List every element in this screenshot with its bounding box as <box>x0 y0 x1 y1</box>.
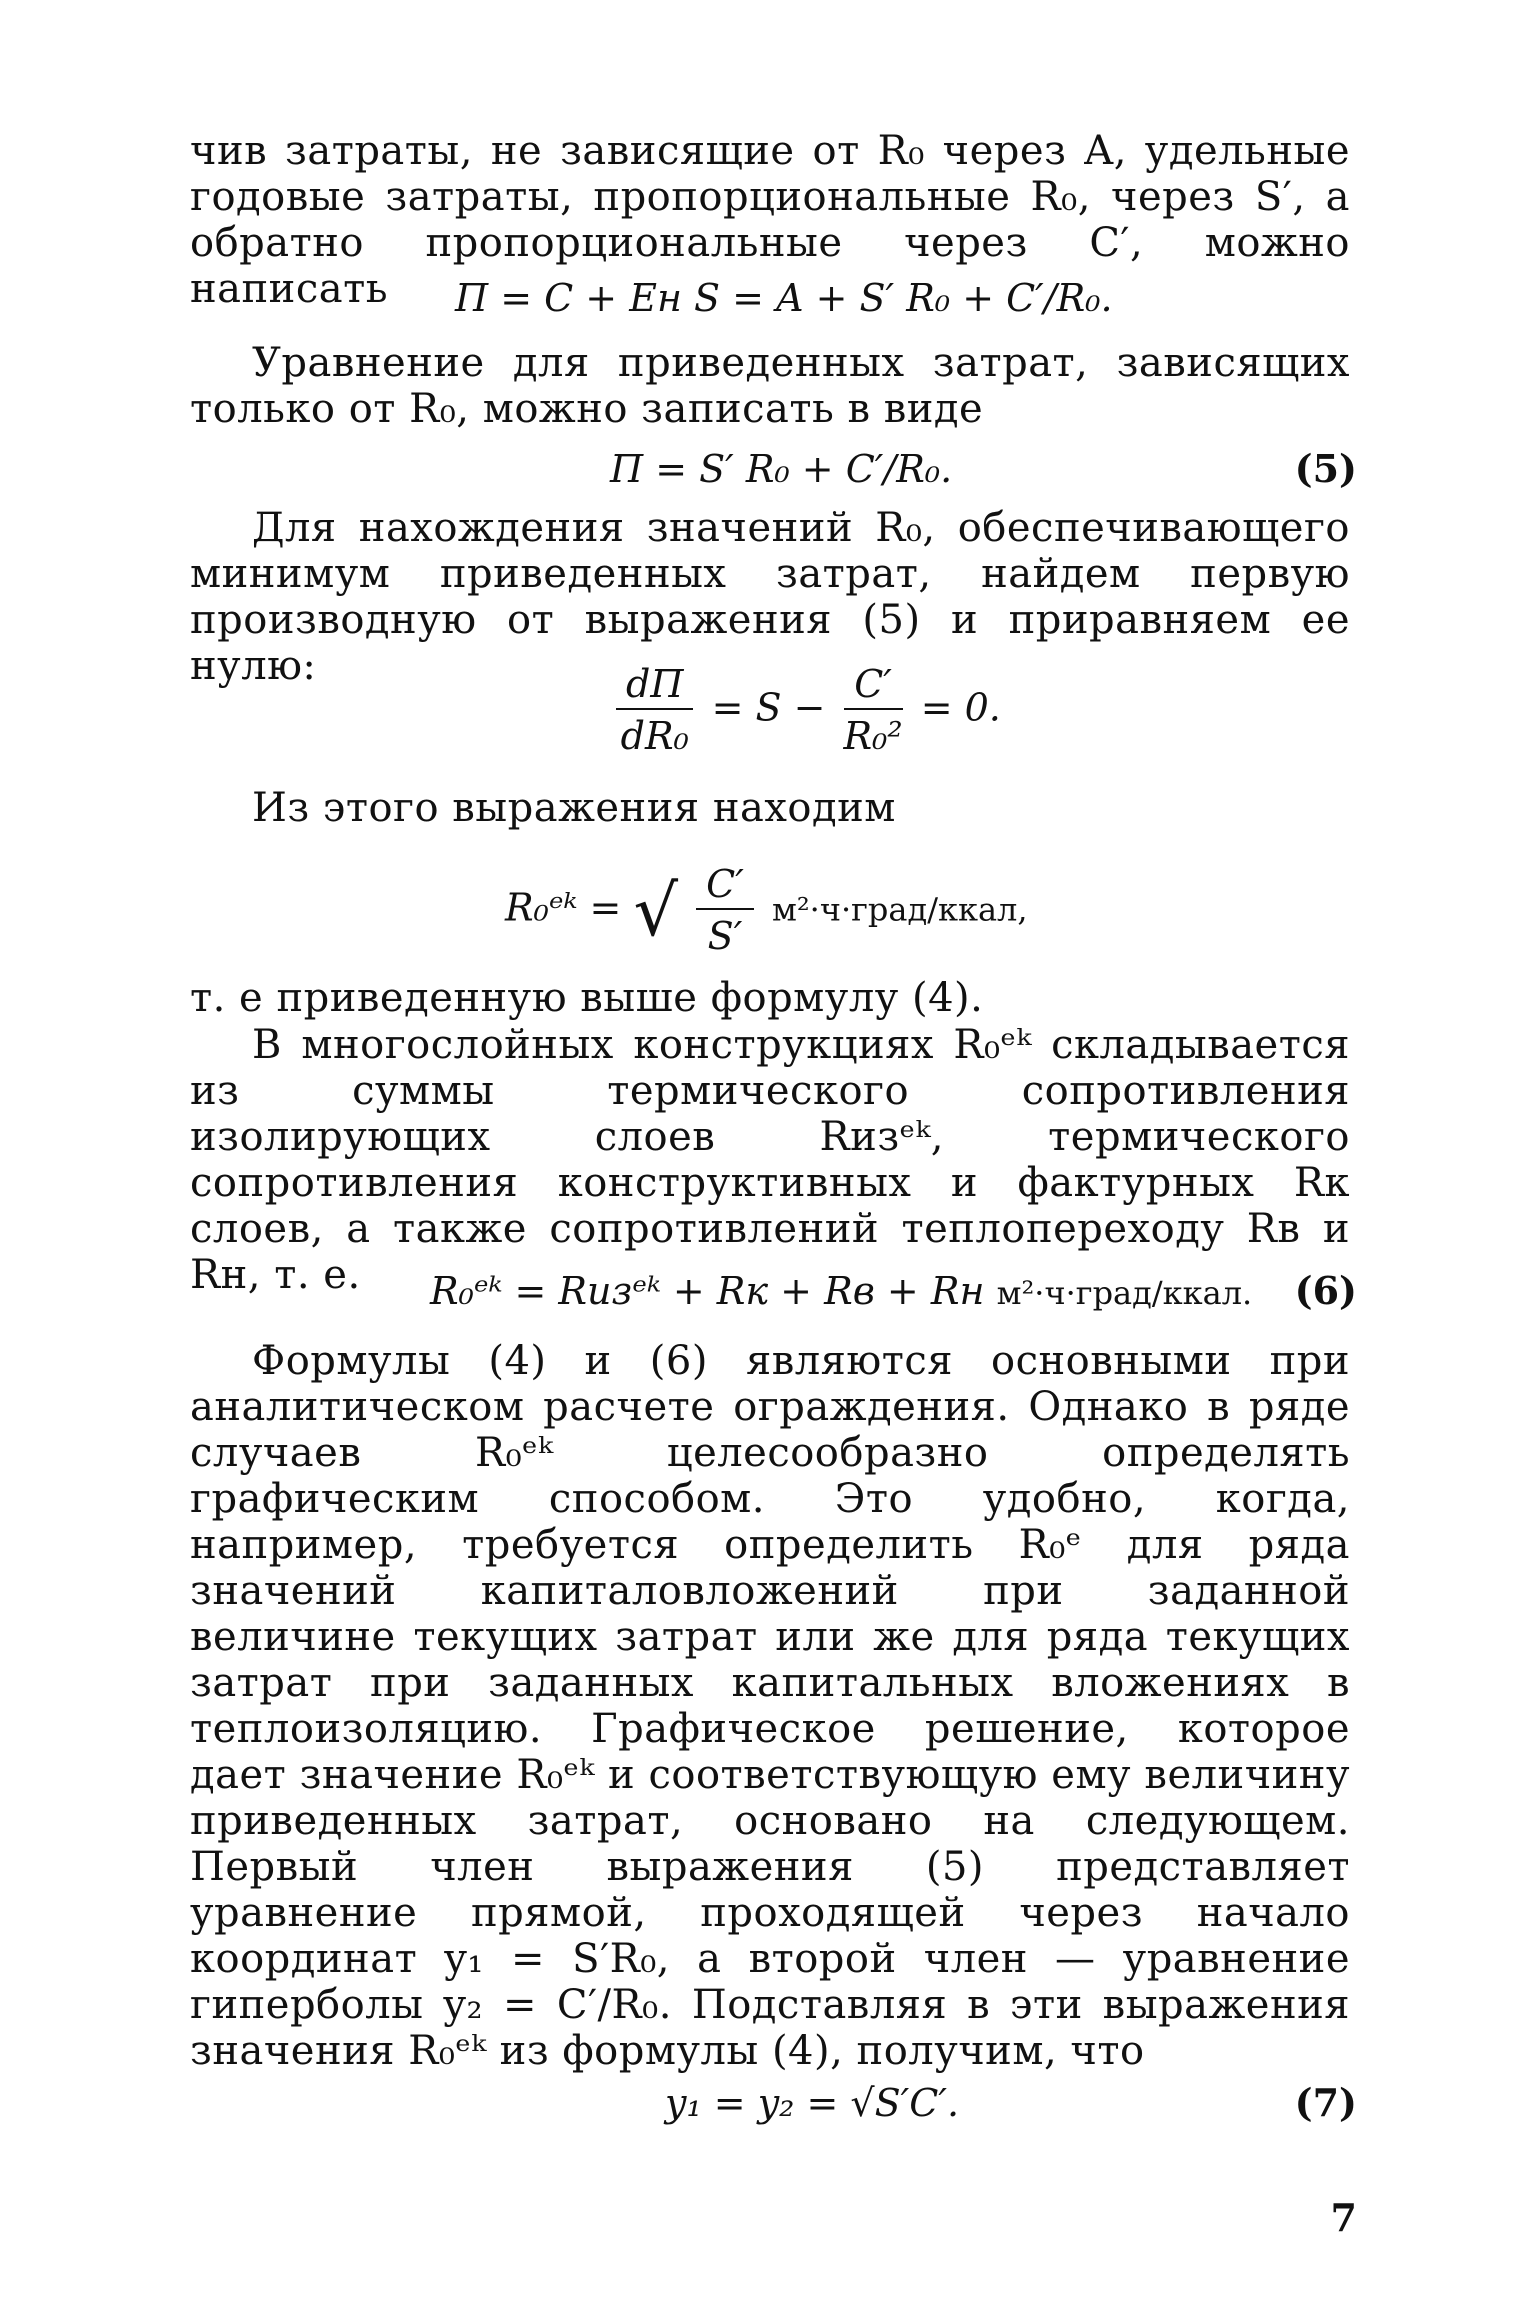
page-number: 7 <box>1330 2195 1357 2240</box>
equation-solution <box>505 860 1028 962</box>
equation-6 <box>430 1268 1252 1316</box>
square-root-icon: √ <box>633 870 679 952</box>
paragraph-7: Формулы (4) и (6) являются основными при аналитическом расчете ограждения. Однако в ряде случаев R₀ᵉᵏ целесообразно определять графическим способом. Это удобно, когда, например, требуется определить R₀ᵉ для ряда значений капиталовложений при заданной величине текущих затрат или же для ряда текущих затрат при заданных капитальных вложениях в теплоизоляцию. Графическое решение, которое дает значение R₀ᵉᵏ и соответствующую ему величину приведенных затрат, основано на следующем. Первый член выражения (5) представляет уравнение прямой, проходящей через начало координат y₁ = S′R₀, а второй член — уравнение гиперболы y₂ = C′/R₀. Подставляя в эти выражения значения R₀ᵉᵏ из формулы (4), получим, что <box>190 1338 1350 2074</box>
equation-5-number: (5) <box>1294 446 1357 491</box>
derivative-lhs-numerator: dП <box>616 660 693 710</box>
derivative-end: = 0. <box>920 685 1001 730</box>
paragraph-6: В многослойных конструкциях R₀ᵉᵏ складывается из суммы термического сопротивления изолирующих слоев Rизᵉᵏ, термического сопротивления конструктивных и фактурных Rк слоев, а также сопротивлений теплопереходу Rв и Rн, т. е. <box>190 1022 1350 1298</box>
solution-lhs: R₀ᵉᵏ = <box>505 885 622 930</box>
equation-7-number: (7) <box>1294 2080 1357 2125</box>
derivative-lhs-denominator: dR₀ <box>620 714 689 758</box>
equation-5: П = S′ R₀ + C′/R₀. <box>610 447 953 491</box>
derivative-lhs-fraction <box>616 660 693 762</box>
paragraph-1: чив затраты, не зависящие от R₀ через A, удельные годовые затраты, пропорциональные R₀, через S′, а обратно пропорциональные через C′, можно написать <box>190 128 1350 312</box>
derivative-rhs-denominator: R₀² <box>843 714 903 758</box>
equation-derivative <box>610 660 1001 762</box>
derivative-rhs-numerator: C′ <box>844 660 903 710</box>
equation-6-number: (6) <box>1294 1268 1357 1313</box>
paragraph-3: Для нахождения значений R₀, обеспечивающего минимум приведенных затрат, найдем первую производную от выражения (5) и приравняем ее нулю: <box>190 505 1350 689</box>
paragraph-4: Из этого выражения находим <box>252 785 896 831</box>
equation-7: y₁ = y₂ = √S′C′. <box>665 2081 960 2125</box>
solution-denominator: S′ <box>707 914 743 958</box>
paragraph-5: т. е приведенную выше формулу (4). <box>190 975 984 1021</box>
solution-numerator: C′ <box>696 860 754 910</box>
derivative-rhs-fraction <box>844 660 903 762</box>
equation-6-unit: м²·ч·град/ккал. <box>996 1274 1253 1312</box>
solution-unit: м²·ч·град/ккал, <box>771 890 1028 929</box>
paragraph-2: Уравнение для приведенных затрат, зависящих только от R₀, можно записать в виде <box>190 340 1350 432</box>
derivative-middle: = S − <box>711 685 826 730</box>
equation-total-costs: П = C + Eн S = A + S′ R₀ + C′/R₀. <box>455 276 1113 320</box>
solution-fraction <box>696 860 754 962</box>
equation-6-body: R₀ᵉᵏ = Rизᵉᵏ + Rк + Rв + Rн <box>430 1269 985 1313</box>
